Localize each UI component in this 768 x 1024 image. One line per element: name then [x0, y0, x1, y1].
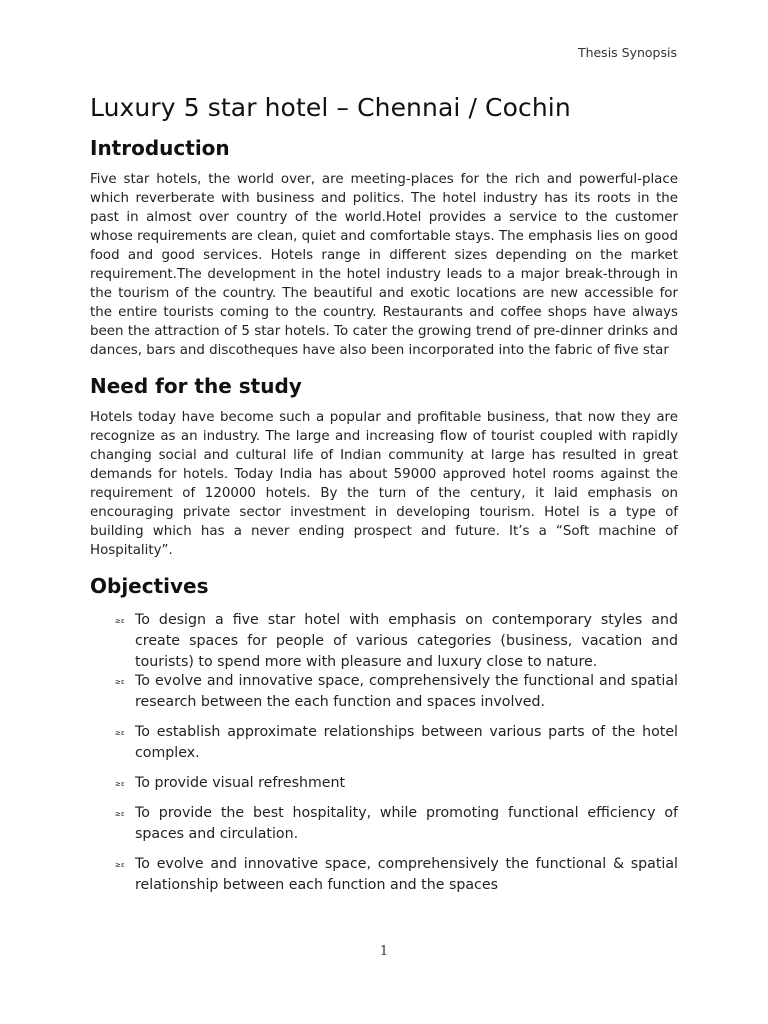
- need-for-study-heading: Need for the study: [90, 374, 302, 398]
- objective-text: To design a five star hotel with emphasis on contemporary styles and create spaces for people of various categories (business, vacation and tourists) to spend more with pleasure and luxury close to nature.: [135, 612, 678, 670]
- objective-text: To evolve and innovative space, comprehensively the functional & spatial relationship between each function and the spaces: [135, 856, 678, 893]
- running-header: Thesis Synopsis: [577, 45, 677, 60]
- bullet-icon: ≥ε: [115, 729, 125, 737]
- bullet-icon: ≥ε: [115, 678, 125, 686]
- bullet-icon: ≥ε: [115, 780, 125, 788]
- objective-item-4: [90, 773, 678, 794]
- objective-item-3: [90, 722, 678, 764]
- objectives-list: [90, 610, 678, 896]
- document-title: Luxury 5 star hotel – Chennai / Cochin: [90, 93, 571, 122]
- bullet-icon: ≥ε: [115, 861, 125, 869]
- objective-text: To provide the best hospitality, while promoting functional efficiency of spaces and circulation.: [135, 805, 678, 842]
- page-number: 1: [379, 944, 389, 959]
- objective-item-5: [90, 803, 678, 845]
- introduction-paragraph: Five star hotels, the world over, are meeting-places for the rich and powerful-place which reverberate with business and politics. The hotel industry has its roots in the past in almost over country of the world.Hotel provides a service to the customer whose requirements are clean, quiet and comfortable stays. The emphasis lies on good food and good services. Hotels range in different sizes depending on the market requirement.The development in the hotel industry leads to a major break-through in the tourism of the country. The beautiful and exotic locations are new accessible for the entire tourists coming to the country. Restaurants and coffee shops have always been the attraction of 5 star hotels. To cater the growing trend of pre-dinner drinks and dances, bars and discotheques have also been incorporated into the fabric of five star: [90, 172, 678, 358]
- objectives-heading: Objectives: [90, 574, 209, 598]
- objective-item-6: [90, 854, 678, 896]
- page-content: [90, 90, 678, 896]
- need-for-study-paragraph: Hotels today have become such a popular and profitable business, that now they are recognize as an industry. The large and increasing flow of tourist coupled with rapidly changing social and cultural life of Indian community at large has resulted in great demands for hotels. Today India has about 59000 approved hotel rooms against the requirement of 120000 hotels. By the turn of the century, it laid emphasis on encouraging private sector investment in developing tourism. Hotel is a type of building which has a never ending prospect and future. It’s a “Soft machine of Hospitality”.: [90, 410, 678, 558]
- bullet-icon: ≥ε: [115, 617, 125, 625]
- bullet-icon: ≥ε: [115, 810, 125, 818]
- objective-text: To provide visual refreshment: [135, 775, 346, 791]
- introduction-heading: Introduction: [90, 136, 230, 160]
- objective-text: To evolve and innovative space, comprehensively the functional and spatial research between the each function and spaces involved.: [135, 673, 678, 710]
- objective-item-2: [90, 671, 678, 713]
- objective-text: To establish approximate relationships between various parts of the hotel complex.: [135, 724, 678, 761]
- objective-item-1: [90, 610, 678, 673]
